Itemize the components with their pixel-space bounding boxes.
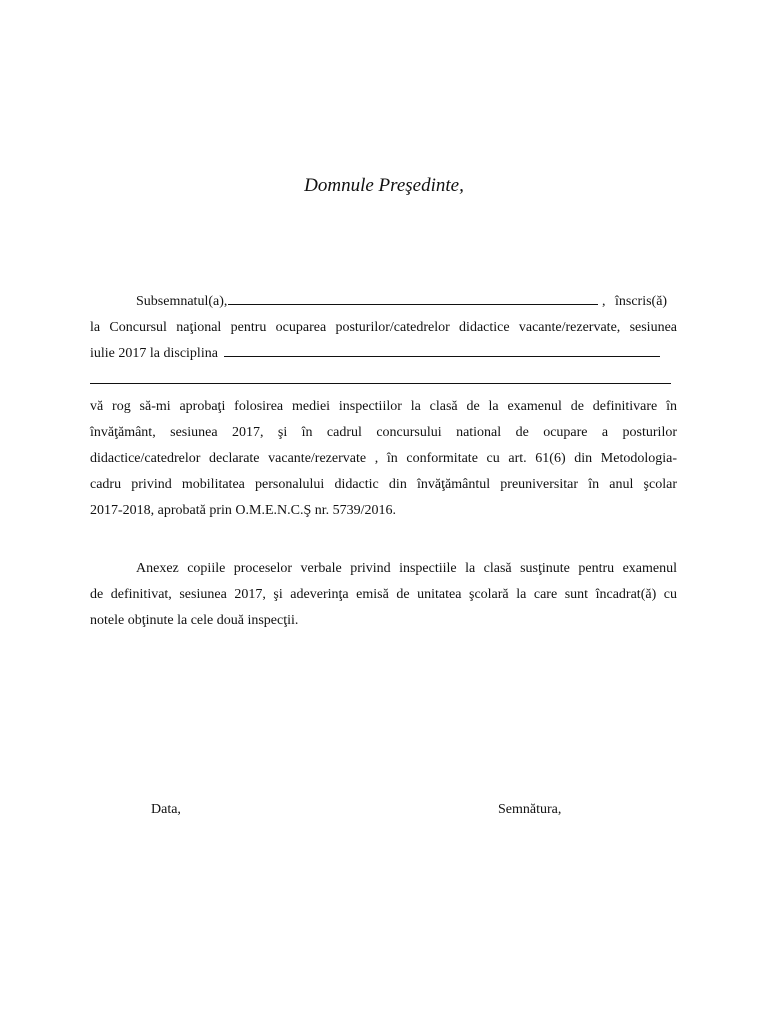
discipline-continuation-blank-field[interactable] [90,383,671,384]
discipline-line [90,341,660,367]
paragraph-line: Anexez copiile proceselor verbale privind inspectiile la clasă susţinute pentru examenul [136,561,677,576]
request-paragraph [90,394,677,524]
date-label: Data, [151,802,181,817]
applicant-name-line [136,289,598,315]
document-title: Domnule Preşedinte, [304,175,464,196]
annex-paragraph [90,556,677,634]
paragraph-line: învăţământ, sesiunea 2017, şi în cadrul concursului national de ocupare a posturilor [90,425,677,440]
paragraph-line: de definitivat, sesiunea 2017, şi adeverinţa emisă de unitatea şcolară la care sunt încadrat(ă) cu [90,587,677,602]
paragraph-line: vă rog să-mi aprobaţi folosirea mediei inspectiilor la clasă de la examenul de definitivare în [90,399,677,414]
inscris-label: înscris(ă) [615,294,668,309]
discipline-blank-field[interactable] [224,341,660,357]
subsemnatul-label: Subsemnatul(a), [136,294,228,309]
signature-label: Semnătura, [498,802,562,817]
name-comma: , [602,294,606,309]
paragraph-line: 2017-2018, aprobată prin O.M.E.N.C.Ş nr. 5739/2016. [90,503,397,518]
paragraph-line: notele obţinute la cele două inspecţii. [90,613,299,628]
contest-line: la Concursul naţional pentru ocuparea posturilor/catedrelor didactice vacante/rezervate, sesiunea [90,320,677,335]
name-blank-field[interactable] [228,289,598,305]
paragraph-line: didactice/catedrelor declarate vacante/rezervate , în conformitate cu art. 61(6) din Metodologia- [90,451,677,466]
discipline-label: iulie 2017 la disciplina [90,346,218,361]
paragraph-line: cadru privind mobilitatea personalului didactic din învăţământul preuniversitar în anul şcolar [90,477,677,492]
